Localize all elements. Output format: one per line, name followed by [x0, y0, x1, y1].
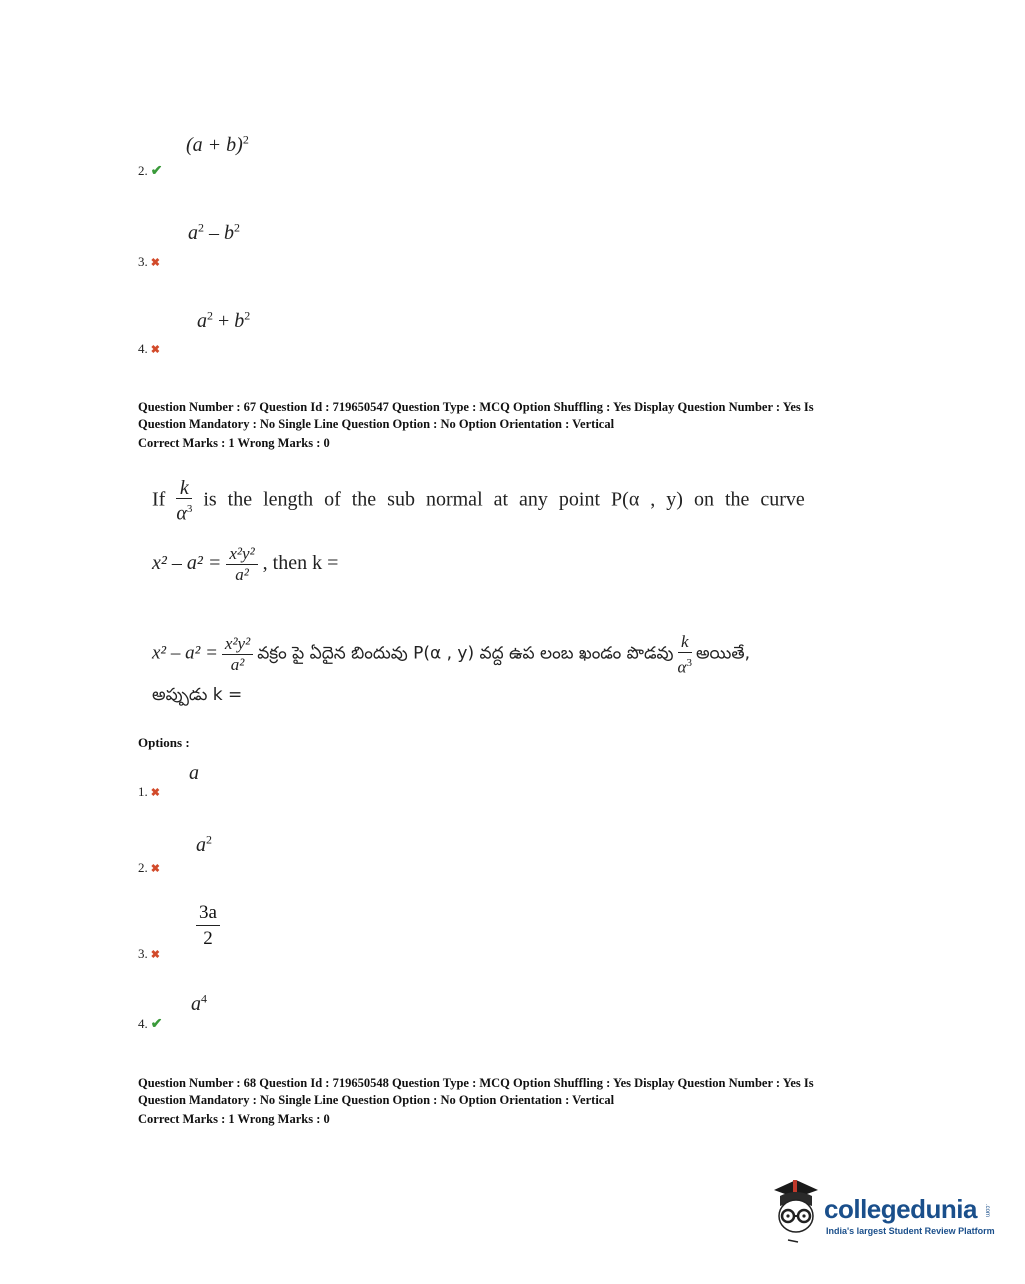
q67-fraction: $\frac{k}{\alpha^3}$: [176, 477, 193, 525]
q68-meta-line1: Question Number : 68 Question Id : 719650548 Question Type : MCQ Option Shuffling : Yes Display Question Number : Yes Is: [138, 1076, 814, 1090]
collegedunia-tagline: India's largest Student Review Platform: [826, 1226, 995, 1236]
cross-icon: ✖: [150, 949, 160, 961]
q68-meta-line3: Correct Marks : 1 Wrong Marks : 0: [138, 1112, 330, 1126]
cross-icon: ✖: [150, 787, 160, 799]
q67-meta-line3: Correct Marks : 1 Wrong Marks : 0: [138, 436, 330, 450]
q67-telugu-fraction: $\frac{k}{\alpha^3}$: [677, 632, 692, 677]
q67-option-4-number: 4. ✔: [138, 1016, 163, 1032]
q67-option-1-expr: a: [189, 762, 199, 784]
q67-telugu-eq-fraction: $\frac{\text{x²y²}}{\text{a²}}$: [222, 634, 253, 675]
check-icon: ✔: [150, 1017, 163, 1032]
q67-meta: [138, 399, 898, 452]
q67-option-3-expr: $\frac{3a}{2}$: [196, 901, 220, 952]
q67-option-4-expr: $a^4$: [191, 991, 207, 1015]
prev-option-3-number: 3. ✖: [138, 254, 160, 269]
q67-meta-line1: Question Number : 67 Question Id : 719650547 Question Type : MCQ Option Shuffling : Yes Display Question Number : Yes Is: [138, 400, 814, 414]
prev-option-3-expr: $a^2 - b^2$: [188, 220, 240, 244]
q67-telugu-text: వక్రం పై ఏదైన బిందువు P(α , y) వద్ద ఉప లంబ ఖండం పొడవు: [257, 643, 674, 664]
prev-option-2-number: 2. ✔: [138, 163, 163, 179]
collegedunia-com: .com: [984, 1204, 990, 1218]
q67-meta-line2: Question Mandatory : No Single Line Question Option : No Option Orientation : Vertical: [138, 417, 615, 431]
q67-if: If: [152, 488, 166, 511]
prev-option-4-expr: $a^2 + b^2$: [197, 308, 251, 332]
student-mascot-icon: [766, 1176, 822, 1246]
q68-meta: [138, 1075, 898, 1128]
q67-english-line1: [152, 478, 862, 524]
collegedunia-wordmark: collegedunia: [824, 1194, 977, 1224]
q67-option-2-number: 2. ✖: [138, 860, 160, 875]
prev-option-2-expr: $(a + b)^2$: [186, 132, 249, 156]
collegedunia-logo: [766, 1176, 996, 1246]
q67-telugu-line1: x² – a² = $\frac{\text{x²y²}}{\text{a²}}$ వక్రం పై ఏదైన బిందువు P(α , y) వద్ద ఉప లంబ ఖండం పొడవు $\frac{k}{\alpha^3}$ అయితే,: [152, 632, 751, 677]
q67-option-2-expr: $a^2$: [196, 832, 212, 856]
q67-options-label: Options :: [138, 735, 190, 750]
cross-icon: ✖: [150, 257, 160, 269]
q67-english-text: is the length of the sub normal at any point P(α , y) on the curve: [203, 488, 805, 511]
check-icon: ✔: [150, 164, 163, 179]
prev-option-4-number: 4. ✖: [138, 341, 160, 356]
cross-icon: ✖: [150, 863, 160, 875]
q67-option-1-number: 1. ✖: [138, 784, 160, 799]
q67-english-equation: x² – a² = $\frac{\text{x²y²}}{\text{a²}}$ , then k =: [152, 544, 339, 584]
q67-option-3-number: 3. ✖: [138, 946, 160, 961]
q67-telugu-tail: అయితే,: [695, 643, 751, 664]
cross-icon: ✖: [150, 344, 160, 356]
q67-eq-fraction: $\frac{\text{x²y²}}{\text{a²}}$: [226, 544, 257, 585]
q67-telugu-line2: అప్పుడు k =: [152, 685, 243, 705]
q68-meta-line2: Question Mandatory : No Single Line Question Option : No Option Orientation : Vertical: [138, 1093, 615, 1107]
